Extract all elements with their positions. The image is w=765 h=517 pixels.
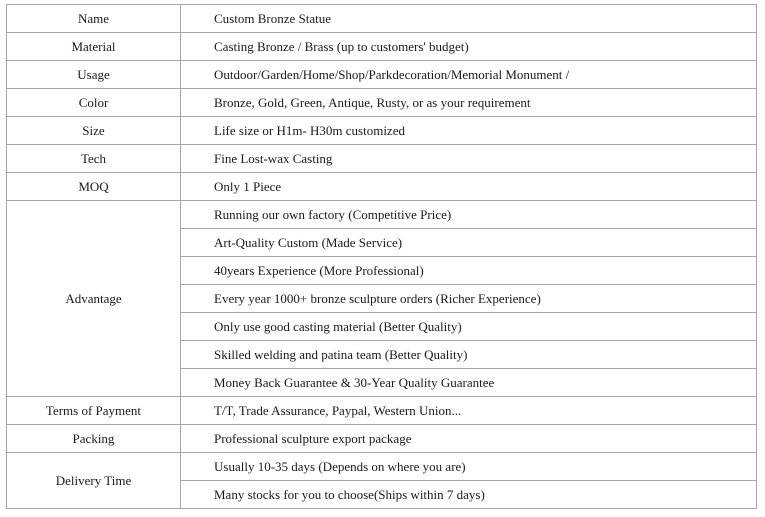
row-label-material: Material [7,33,181,61]
table-row [7,5,757,33]
advantage-item: Skilled welding and patina team (Better Quality) [181,341,757,369]
table-row [7,33,757,61]
row-value-material: Casting Bronze / Brass (up to customers' budget) [181,33,757,61]
row-label-size: Size [7,117,181,145]
table-row [7,89,757,117]
table-row [7,425,757,453]
table-row [7,173,757,201]
row-label-terms-of-payment: Terms of Payment [7,397,181,425]
row-label-delivery-time: Delivery Time [7,453,181,509]
row-label-packing: Packing [7,425,181,453]
table-row [7,397,757,425]
advantage-item: Money Back Guarantee & 30-Year Quality Guarantee [181,369,757,397]
row-value-color: Bronze, Gold, Green, Antique, Rusty, or as your requirement [181,89,757,117]
table-row [7,201,757,229]
row-value-usage: Outdoor/Garden/Home/Shop/Parkdecoration/Memorial Monument / [181,61,757,89]
row-label-moq: MOQ [7,173,181,201]
delivery-item: Many stocks for you to choose(Ships within 7 days) [181,481,757,509]
row-label-color: Color [7,89,181,117]
delivery-item: Usually 10-35 days (Depends on where you are) [181,453,757,481]
row-value-packing: Professional sculpture export package [181,425,757,453]
table-row [7,145,757,173]
row-value-terms-of-payment: T/T, Trade Assurance, Paypal, Western Union... [181,397,757,425]
advantage-item: 40years Experience (More Professional) [181,257,757,285]
product-spec-table [6,4,757,509]
row-label-tech: Tech [7,145,181,173]
advantage-item: Art-Quality Custom (Made Service) [181,229,757,257]
row-value-name: Custom Bronze Statue [181,5,757,33]
row-label-advantage: Advantage [7,201,181,397]
row-label-name: Name [7,5,181,33]
row-value-size: Life size or H1m- H30m customized [181,117,757,145]
advantage-item: Running our own factory (Competitive Price) [181,201,757,229]
advantage-item: Every year 1000+ bronze sculpture orders (Richer Experience) [181,285,757,313]
advantage-item: Only use good casting material (Better Quality) [181,313,757,341]
table-row [7,453,757,481]
row-value-tech: Fine Lost-wax Casting [181,145,757,173]
table-row [7,117,757,145]
row-value-moq: Only 1 Piece [181,173,757,201]
row-label-usage: Usage [7,61,181,89]
table-row [7,61,757,89]
